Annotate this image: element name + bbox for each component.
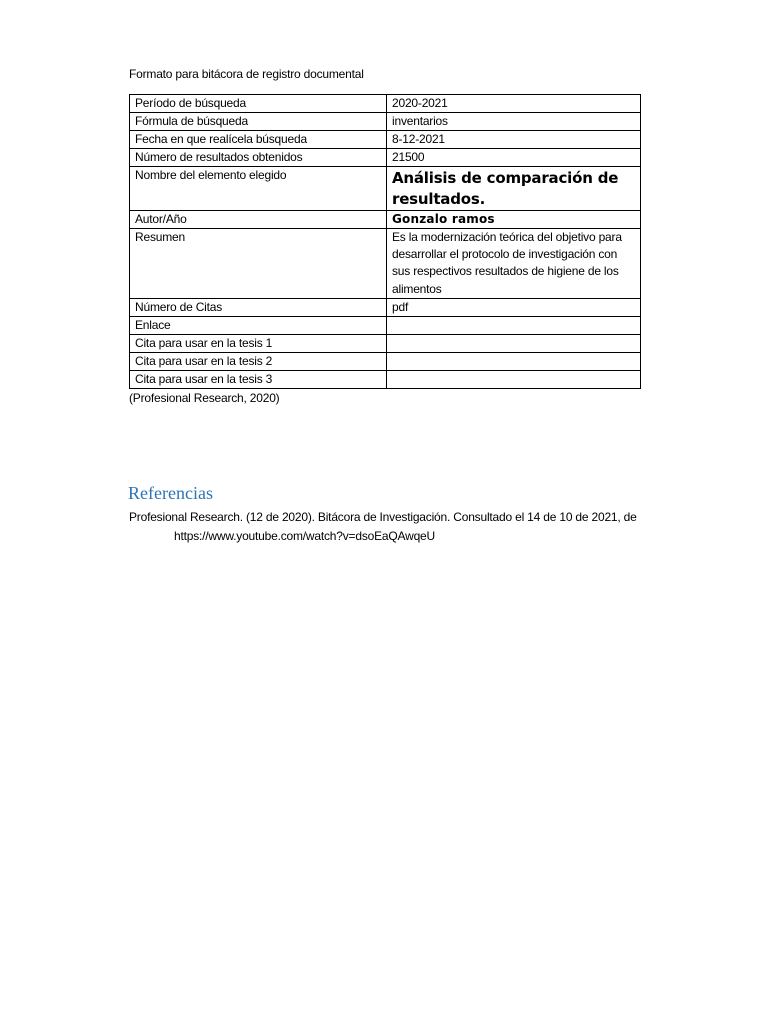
reference-entry: Profesional Research. (12 de 2020). Bitácora de Investigación. Consultado el 14 de 10 de 2021, de https://www.youtube.com/watch?v=dsoEaQAwqeU <box>129 510 637 543</box>
search-log-table <box>129 94 641 389</box>
row-value: inventarios <box>387 113 641 131</box>
table-row <box>130 131 641 149</box>
row-value <box>387 370 641 388</box>
row-label: Número de Citas <box>130 298 387 316</box>
row-value: 21500 <box>387 149 641 167</box>
row-label: Cita para usar en la tesis 1 <box>130 334 387 352</box>
row-value: 2020-2021 <box>387 95 641 113</box>
table-row <box>130 370 641 388</box>
row-label: Resumen <box>130 229 387 299</box>
summary-value: Es la modernización teórica del objetivo para desarrollar el protocolo de investigación con sus respectivos resultados de higiene de los alimentos <box>387 229 641 299</box>
row-label: Nombre del elemento elegido <box>130 167 387 211</box>
row-label: Número de resultados obtenidos <box>130 149 387 167</box>
row-label: Cita para usar en la tesis 2 <box>130 352 387 370</box>
table-row <box>130 352 641 370</box>
table-row <box>130 334 641 352</box>
table-row <box>130 95 641 113</box>
row-label: Fórmula de búsqueda <box>130 113 387 131</box>
row-label: Cita para usar en la tesis 3 <box>130 370 387 388</box>
table-row <box>130 167 641 211</box>
row-value <box>387 352 641 370</box>
table-row <box>130 229 641 299</box>
row-value: 8-12-2021 <box>387 131 641 149</box>
table-row <box>130 113 641 131</box>
row-value <box>387 316 641 334</box>
in-text-citation: (Profesional Research, 2020) <box>129 391 280 405</box>
table-row <box>130 149 641 167</box>
table-row <box>130 298 641 316</box>
row-value: pdf <box>387 298 641 316</box>
document-title: Formato para bitácora de registro documental <box>129 67 364 81</box>
row-label: Período de búsqueda <box>130 95 387 113</box>
row-label: Enlace <box>130 316 387 334</box>
chosen-element-name: Análisis de comparación de resultados. <box>387 167 641 211</box>
table-row <box>130 316 641 334</box>
references-heading: Referencias <box>128 483 213 503</box>
row-label: Autor/Año <box>130 211 387 229</box>
author-value: Gonzalo ramos <box>387 211 641 229</box>
row-value <box>387 334 641 352</box>
row-label: Fecha en que realícela búsqueda <box>130 131 387 149</box>
table-row <box>130 211 641 229</box>
